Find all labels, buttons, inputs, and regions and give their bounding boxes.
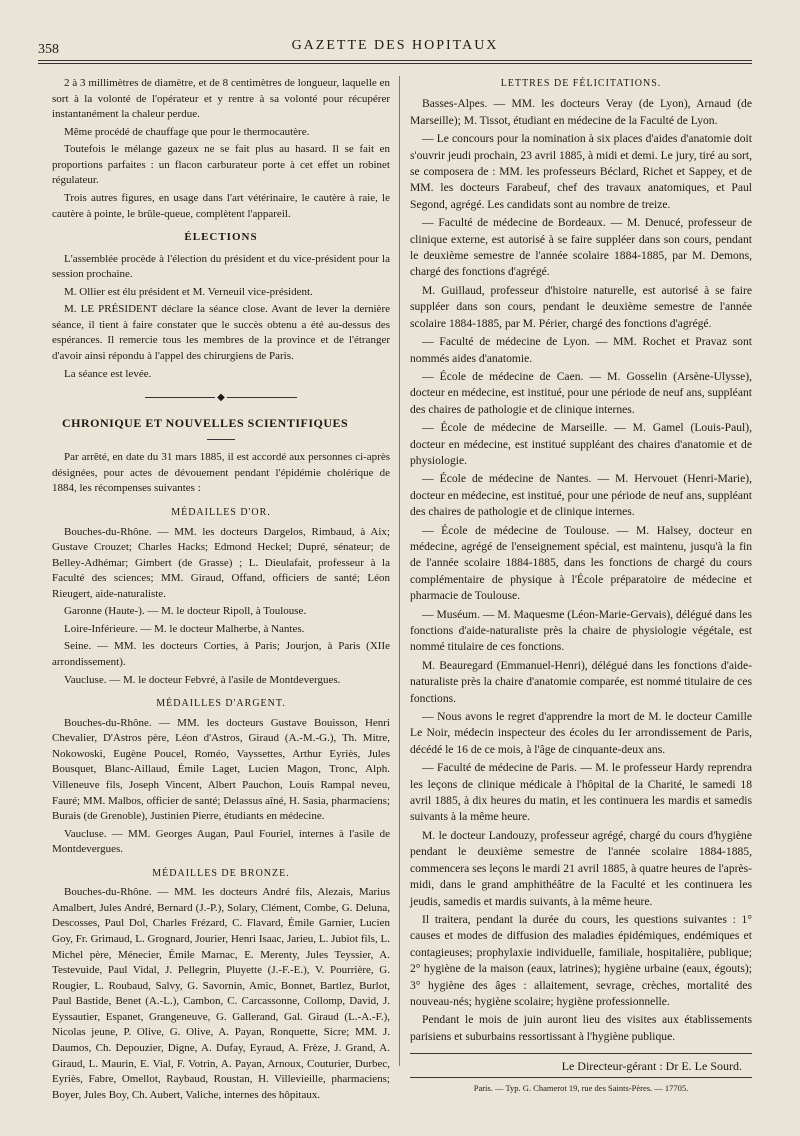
- paragraph: M. Beauregard (Emmanuel-Henri), délégué dans les fonctions d'aide-naturaliste près la chaire d'anatomie comparée, est nommé titulaire de ces fonctions.: [410, 658, 752, 705]
- paragraph: Trois autres figures, en usage dans l'art vétérinaire, le cautère à raie, le cautère à pointe, le brûle-queue, complètent l'appareil.: [52, 191, 390, 220]
- header-rule: [38, 60, 752, 61]
- paragraph: Il traitera, pendant la durée du cours, les questions suivantes : 1° causes et modes de diffusion des maladies épidémiques, endémiques et contagieuses; prophylaxie individuelle, familiale, hospitalière, publique; 2° hygiène de la maison (eaux, latrines); hygiène urbaine (eaux, égouts); 3° hygiène des âges : allaitement, sevrage, crèches, mortalité des nouveau-nés; hygiène scolaire; hygiène professionnelle.: [410, 912, 752, 1008]
- paragraph: M. Guillaud, professeur d'histoire naturelle, est autorisé à se faire suppléer dans son cours, pendant le deuxième semestre de l'année scolaire 1884-1885, par M. Périer, chargé des fonctions d'agrégé.: [410, 283, 752, 330]
- paragraph: Seine. — MM. les docteurs Corties, à Paris; Jourjon, à Paris (XIIe arrondissement).: [52, 640, 390, 668]
- paragraph: — École de médecine de Marseille. — M. Gamel (Louis-Paul), docteur en médecine, est institué suppléant des chaires d'anatomie et de physiologie.: [410, 421, 752, 467]
- paragraph: Vaucluse. — M. le docteur Febvré, à l'asile de Montdevergues.: [64, 673, 341, 686]
- paragraph: — École de médecine de Toulouse. — M. Halsey, docteur en médecine, agrégé de l'enseignement spécial, est maintenu, jusqu'à la fin de l'année scolaire 1884-1885, dans les fonctions de chargé du cours complémentaire de physique à l'École préparatoire de médecine et pharmacie de Toulouse.: [410, 523, 752, 603]
- right-column: [410, 76, 752, 1098]
- paragraph: M. le docteur Landouzy, professeur agrégé, chargé du cours d'hygiène pendant le deuxième semestre de l'année scolaire 1884-1885, commencera ses leçons le mardi 21 avril 1885, à quatre heures de l'après-midi, dans le grand amphithéâtre de la Faculté et les continuera les jeudis, samedis et mardis suivants, à la même heure.: [410, 828, 752, 908]
- paragraph: Bouches-du-Rhône. — MM. les docteurs Gustave Bouisson, Henri Chevalier, D'Astros père, Léon d'Astros, Giraud (A.-M.-G.), Th. Mitre, Nokowoski, Eugène Poucel, Roméo, Vayssettes, Arthur Eyriès, Jules Bousquet, Blanc-Aillaud, Émile Laget, Lucien Magon, Tronc, Alph. Villeneuve fils, Joseph Vincent, Albert Pauchon, Louis Rampal neveu, Fauré; MM. Malbos, officier de santé; Delassus aîné, H. Sasia, pharmaciens; Burais (de Grenoble), Justinien Pierre, étudiants en médecine.: [52, 716, 390, 823]
- paragraph: — Faculté de médecine de Bordeaux. — M. Denucé, professeur de clinique externe, est autorisé à se faire suppléer dans son cours, pendant le deuxième semestre de l'année scolaire 1884-1885, par M. Demons, chargé des fonctions d'agrégé.: [410, 216, 752, 279]
- paragraph: M. Ollier est élu président et M. Verneuil vice-président.: [64, 285, 313, 298]
- paragraph: Par arrêté, en date du 31 mars 1885, il est accordé aux personnes ci-après désignées, pour actes de dévouement pendant l'épidémie cholérique de 1884, les récompenses suivantes :: [52, 451, 390, 495]
- paragraph: — Nous avons le regret d'apprendre la mort de M. le docteur Camille Le Noir, médecin inspecteur des écoles du Ier arrondissement de Paris, décédé le 16 de ce mois, à l'âge de cinquante-deux ans.: [410, 710, 752, 756]
- paragraph: — Le concours pour la nomination à six places d'aides d'anatomie doit s'ouvrir jeudi prochain, 23 avril 1885, à midi et demi. Le jury, tiré au sort, se composera de : MM. les professeurs Béclard, Richet et Sappey, et de MM. les docteurs Farabeuf, chef des travaux anatomiques, et Paul Segond, agrégé. Les candidats sont au nombre de treize.: [410, 132, 752, 211]
- paragraph: Garonne (Haute-). — M. le docteur Ripoll, à Toulouse.: [64, 605, 307, 618]
- section-title-chronique: CHRONIQUE ET NOUVELLES SCIENTIFIQUES: [62, 415, 349, 430]
- paragraph: Pendant le mois de juin auront lieu des visites aux établissements parisiens et suburbains ressortissant à l'hygiène publique.: [410, 1013, 752, 1043]
- paragraph: Basses-Alpes. — MM. les docteurs Veray (de Lyon), Arnaud (de Marseille); M. Tissot, étudiant en médecine de la Faculté de Lyon.: [410, 97, 752, 127]
- paragraph: — Faculté de médecine de Lyon. — MM. Rochet et Pravaz sont nommés aides d'anatomie.: [410, 335, 752, 365]
- page-header: [38, 36, 752, 58]
- column-divider: [399, 76, 400, 1066]
- paragraph: — Muséum. — M. Maquesme (Léon-Marie-Gervais), délégué dans les fonctions d'aide-naturaliste près la chaire de physiologie végétale, est nommé titulaire de ces fonctions.: [410, 607, 753, 654]
- paragraph: — Faculté de médecine de Paris. — M. le professeur Hardy reprendra les leçons de clinique médicale à l'hôpital de la Charité, le samedi 18 avril 1885, à dix heures du matin, et les continuera les mardis et samedis suivants à la même heure.: [410, 761, 752, 824]
- subsection-title-or: MÉDAILLES D'OR.: [171, 506, 271, 518]
- paragraph: — École de médecine de Caen. — M. Gosselin (Arsène-Ulysse), docteur en médecine, est institué, pour une période de neuf ans, suppléant des chaires de pathologie et de clinique internes.: [410, 369, 752, 416]
- ornament-divider: ◆: [52, 390, 390, 406]
- journal-title: GAZETTE DES HOPITAUX: [291, 38, 499, 53]
- imprint-rule: [410, 1077, 752, 1078]
- paragraph: La séance est levée.: [64, 367, 152, 380]
- paragraph: 2 à 3 millimètres de diamètre, et de 8 centimètres de longueur, laquelle en sort à la volonté de l'opérateur et y rentre à sa volonté pour récupérer instantanément la chaleur perdue.: [52, 77, 390, 121]
- imprint: Paris. — Typ. G. Chamerot 19, rue des Saints-Pères. — 17705.: [473, 1082, 689, 1093]
- paragraph: Vaucluse. — MM. Georges Augan, Paul Fouriel, internes à l'asile de Montdevergues.: [52, 827, 390, 856]
- header-rule-double: [38, 63, 752, 64]
- paragraph: Même procédé de chauffage que pour le thermocautère.: [64, 125, 310, 138]
- subsection-title-argent: MÉDAILLES D'ARGENT.: [156, 698, 286, 710]
- paragraph: M. LE PRÉSIDENT déclare la séance close. Avant de lever la dernière séance, il tient à faire constater que le succès obtenu a été au-dessus des espérances. Il remercie tous les membres de la province et de l'étranger d'avoir ainsi répondu à l'appel des chirurgiens de Paris.: [52, 303, 390, 362]
- paragraph: Bouches-du-Rhône. — MM. les docteurs André fils, Alezais, Marius Amalbert, Jules André, Bernard (J.-P.), Solary, Clément, Combe, G. Deluna, Descosses, Paul Dol, Charles Frézard, C. Flavard, Émile Garnier, Lucien Goy, Fr. Grimaud, L. Grognard, Jourier, Henri Isaac, Jarieu, L. Jubiot fils, L. Michel père, Ménecier, Émile Marnac, E. Merenty, Jules Teyssier, A. Testevuide, Paul Vidal, J. Pellegrin, Pluyette (J.-F.-E.), V. Pourrière, G. Rougier, L. Roubaud, Salvy, G. Savornin, Amic, Bonnet, Bartlez, Burlot, Paul Bastide, Benet (A.-L.), Cambon, C. Carcassonne, Collomp, David, J. Eyssautier, Espanet, Grangeneuve, G. Gallerand, Gal. Giraud (L.-A.-F.), Nicolas jeune, P. Olive, G. Olive, A. Payan, Ronquette, Sicre; MM. J. Daumos, Ch. Depouzier, Digne, A. Dufay, Eyraud, A. Frèze, J. Grand, A. Giraud, L. Maurin, E. Vial, F. Votrin, A. Payan, Arnoux, Couturier, Durbec, Eyriès, Fabre, Omellot, Raybaud, Roustan, H. Villevieille, pharmaciens; Boyer, Jules Boy, Ch. Aubert, Valiche, internes des hôpitaux.: [52, 886, 390, 1101]
- section-title-elections: ÉLECTIONS: [184, 231, 258, 244]
- paragraph: L'assemblée procède à l'élection du président et du vice-président pour la session prochaine.: [52, 252, 390, 281]
- left-column: [52, 76, 390, 1105]
- paragraph: Loire-Inférieure. — M. le docteur Malherbe, à Nantes.: [64, 622, 305, 635]
- short-rule: [207, 439, 235, 440]
- signature: Le Directeur-gérant : Dr E. Le Sourd.: [561, 1059, 742, 1074]
- subsection-title-lettres: LETTRES DE FÉLICITATIONS.: [500, 78, 662, 89]
- paragraph: — École de médecine de Nantes. — M. Hervouet (Henri-Marie), docteur en médecine, est institué, pour une période de neuf ans, suppléant des chaires de pathologie et de clinique internes.: [410, 472, 752, 519]
- subsection-title-bronze: MÉDAILLES DE BRONZE.: [152, 867, 290, 879]
- paragraph: Bouches-du-Rhône. — MM. les docteurs Dargelos, Rimbaud, à Aix; Gustave Crouzet; Charles Hacks; Edmond Heckel; Dupré, sénateur; de Belley-Adhémar; Gimbert (de Grasse) ; L. Dieulafait, professeur à la Faculté des sciences; MM. Giraud, Offand, officiers de santé; Léon Rieugert, aide-naturaliste.: [52, 525, 390, 600]
- paragraph: Toutefois le mélange gazeux ne se fait plus au hasard. Il se fait en proportions parfaites : un flacon carburateur porte à cet effet un robinet régulateur.: [52, 143, 390, 187]
- signature-rule: [410, 1053, 752, 1054]
- page-number: 358: [38, 42, 59, 57]
